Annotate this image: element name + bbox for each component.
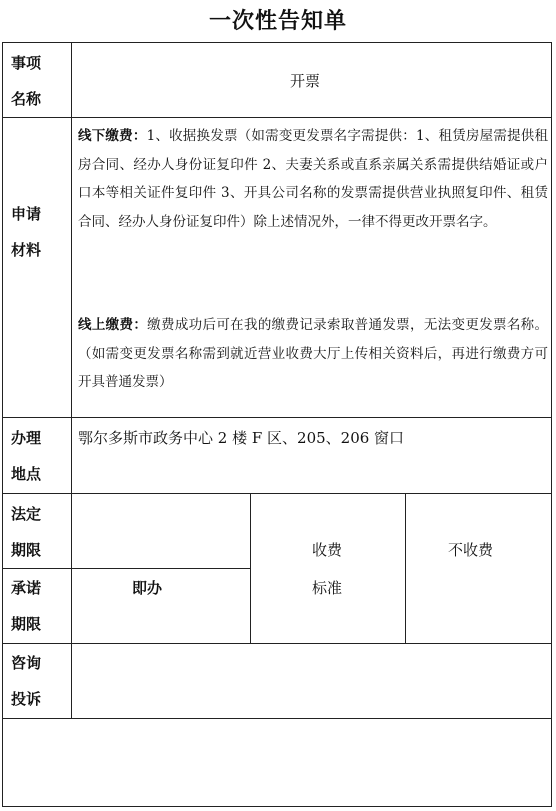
fee-value: 不收费 [448, 541, 494, 559]
table-border-right [551, 42, 552, 807]
consult-label-line2: 投诉 [11, 690, 42, 708]
column-divider [250, 493, 251, 644]
consult-label-line1: 咨询 [11, 654, 42, 672]
materials-label-line2: 材料 [11, 241, 42, 259]
legal-period-label-line2: 期限 [11, 541, 42, 559]
item-label-line2: 名称 [11, 90, 42, 108]
offline-payment-label: 线下缴费： [78, 128, 147, 144]
offline-payment-paragraph [78, 122, 548, 236]
row-divider [2, 493, 552, 494]
row-divider [2, 117, 552, 118]
fee-label-line2: 标准 [312, 579, 343, 597]
promise-period-label-line1: 承诺 [11, 579, 42, 597]
row-divider [2, 643, 552, 644]
offline-payment-text: 1、收据换发票（如需变更发票名字需提供：1、租赁房屋需提供租房合同、经办人身份证复印件 2、夫妻关系或直系亲属关系需提供结婚证或户口本等相关证件复印件 3、开具公司名称的发票需提供营业执照复印件、租赁合同、经办人身份证复印件）除上述情况外，一律不得更改开票名字。 [78, 128, 548, 230]
table-border-top [2, 42, 552, 43]
materials-label-line1: 申请 [11, 205, 42, 223]
promise-period-label-line2: 期限 [11, 615, 42, 633]
online-payment-paragraph [78, 311, 548, 397]
location-label-line2: 地点 [11, 465, 42, 483]
row-divider [2, 417, 552, 418]
page-title: 一次性告知单 [208, 8, 347, 34]
location-value: 鄂尔多斯市政务中心 2 楼 F 区、205、206 窗口 [78, 429, 405, 447]
item-value: 开票 [290, 72, 321, 90]
table-border-left [2, 42, 3, 807]
online-payment-label: 线上缴费： [78, 317, 148, 333]
table-border-bottom [2, 806, 552, 807]
online-payment-text: 缴费成功后可在我的缴费记录索取普通发票，无法变更发票名称。（如需变更发票名称需到就近营业收费大厅上传相关资料后，再进行缴费方可开具普通发票） [78, 317, 549, 390]
fee-label-line1: 收费 [312, 541, 343, 559]
column-divider [405, 493, 406, 644]
row-divider [2, 718, 552, 719]
location-label-line1: 办理 [11, 429, 42, 447]
item-label-line1: 事项 [11, 54, 42, 72]
legal-period-label-line1: 法定 [11, 505, 42, 523]
promise-period-value: 即办 [132, 579, 163, 597]
label-column-divider [71, 42, 72, 719]
row-divider [2, 568, 250, 569]
